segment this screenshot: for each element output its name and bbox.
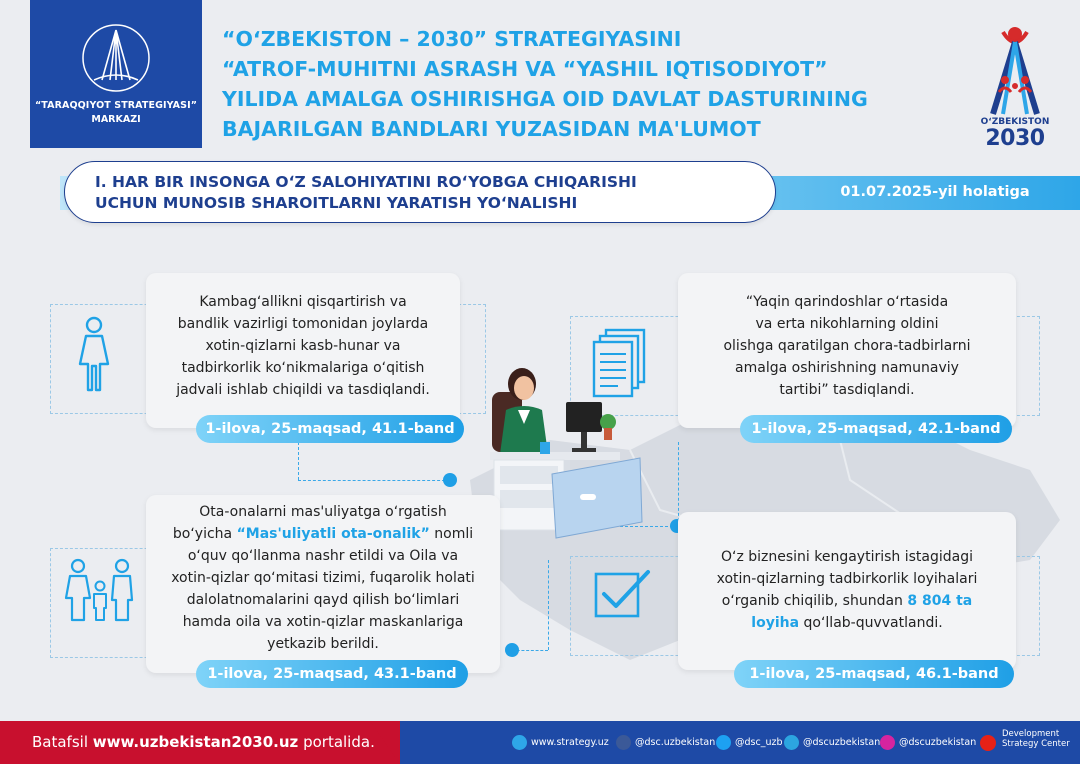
documents-icon [592, 328, 648, 400]
emblem-icon [80, 22, 152, 94]
social-instagram-label: @dscuzbekistan [899, 737, 977, 748]
connector-hline-1 [298, 480, 450, 481]
social-telegram-label: @dscuzbekistan [803, 737, 881, 748]
title-line-3: YILIDA AMALGA OSHIRISHGA OID DAVLAT DASTURINING [222, 87, 868, 111]
title-line-4: BAJARILGAN BANDLARI YUZASIDAN MA'LUMOT [222, 117, 761, 141]
page-title [222, 24, 982, 144]
social-twitter-label: @dsc_uzb [735, 737, 783, 748]
footer-portal-text [32, 733, 375, 751]
globe-icon [512, 735, 527, 750]
info-card-42 [678, 273, 1016, 428]
reference-badge-41: 1-ilova, 25-maqsad, 41.1-band [196, 415, 464, 443]
development-strategy-center-label [1002, 729, 1080, 749]
card-46-line-2: xotin-qizlarning tadbirkorlik loyihalari [716, 571, 978, 587]
twitter-icon [716, 735, 731, 750]
woman-icon [76, 316, 112, 394]
strategy-center-logo [30, 0, 202, 148]
social-telegram[interactable] [784, 734, 880, 752]
connector-line-2 [678, 442, 679, 526]
card-43-line-2c: nomli [434, 526, 474, 542]
social-web[interactable] [512, 734, 609, 752]
facebook-icon [616, 735, 631, 750]
card-43-line-3: oʻquv qoʻllanma nashr etildi va Oila va [187, 548, 459, 564]
card-43-line-7: yetkazib berildi. [267, 636, 379, 652]
footer-portal-link[interactable]: www.uzbekistan2030.uz [92, 733, 299, 751]
card-43-line-6: hamda oila va xotin-qizlar maskanlariga [182, 614, 464, 630]
info-card-43 [146, 495, 500, 673]
info-card-46 [678, 512, 1016, 670]
card-46-line-3 [678, 590, 1016, 612]
card-43-line-2 [146, 523, 500, 545]
card-46-line-4 [678, 612, 1016, 634]
instagram-icon [880, 735, 895, 750]
family-icon [64, 558, 136, 624]
card-41-line-3: xotin-qizlarni kasb-hunar va [205, 338, 401, 354]
card-41-line-2: bandlik vazirligi tomonidan joylarda [177, 316, 429, 332]
uzbekistan-2030-logo [965, 22, 1065, 152]
dsc-line-2: Strategy Center [1002, 739, 1070, 749]
connector-line-3 [548, 560, 549, 650]
card-42-line-2: va erta nikohlarning oldini [755, 316, 939, 332]
section-title-line-2: UCHUN MUNOSIB SHAROITLARNI YARATISH YOʻ​NALISHI [95, 194, 578, 212]
connector-line-1 [298, 442, 299, 480]
social-facebook[interactable] [616, 734, 715, 752]
card-46-line-4b: qoʻllab-quvvatlandi. [803, 615, 943, 631]
highlight-count: 8 804 ta [907, 593, 973, 609]
card-42-line-4: amalga oshirishning namunaviy [735, 360, 959, 376]
card-42-line-1: “Yaqin qarindoshlar oʻrtasida [745, 294, 949, 310]
card-46-line-3a: oʻrganib chiqilib, shundan [721, 593, 903, 609]
title-line-2: “ATROF-MUHITNI ASRASH VA “YASHIL IQTISODIYOT” [222, 57, 828, 81]
torch-figures-icon [965, 22, 1065, 118]
card-41-line-4: tadbirkorlik koʻnikmalariga oʻqitish [181, 360, 425, 376]
social-instagram[interactable] [880, 734, 976, 752]
brand-year: 2030 [985, 126, 1045, 151]
card-42-line-3: olishga qaratilgan chora-tadbirlarni [723, 338, 971, 354]
card-43-line-5: dalolatnomalarini qayd qilish boʻlimlari [186, 592, 460, 608]
footer-prefix: Batafsil [32, 733, 88, 751]
card-43-line-1: Ota-onalarni mas'uliyatga oʻrgatish [199, 504, 447, 520]
logo-line-2: MARKAZI [91, 114, 141, 125]
card-43-line-4: xotin-qizlar qoʻmitasi tizimi, fuqarolik holati [171, 570, 475, 586]
youtube-icon [980, 735, 996, 751]
card-42-line-5: tartibi” tasdiqlandi. [779, 382, 915, 398]
card-43-line-2a: boʻyicha [172, 526, 233, 542]
social-twitter[interactable] [716, 734, 783, 752]
section-title [95, 172, 755, 214]
highlight-loyiha: loyiha [751, 615, 800, 631]
info-card-41 [146, 273, 460, 428]
footer-suffix: portalida. [303, 733, 375, 751]
brand-word: OʻZBEKISTON [980, 117, 1050, 127]
social-facebook-label: @dsc.uzbekistan [635, 737, 716, 748]
connector-dot-3 [505, 643, 519, 657]
card-46-line-1: Oʻz biznesini kengaytirish istagidagi [720, 549, 974, 565]
section-title-line-1: I. HAR BIR INSONGA Oʻ​Z SALOHIYATINI ROʻ​YOBGA CHIQARISHI [95, 173, 637, 191]
card-41-line-1: Kambagʻallikni qisqartirish va [199, 294, 407, 310]
dsc-line-1: Development [1002, 729, 1060, 739]
status-date: 01.07.2025-yil holatiga [840, 184, 1030, 200]
reference-badge-43: 1-ilova, 25-maqsad, 43.1-band [196, 660, 468, 688]
reference-badge-42: 1-ilova, 25-maqsad, 42.1-band [740, 415, 1012, 443]
title-line-1: “Oʻ​ZBEKISTON – 2030” STRATEGIYASINI [222, 27, 682, 51]
card-41-line-5: jadvali ishlab chiqildi va tasdiqlandi. [176, 382, 430, 398]
checkbox-check-icon [594, 568, 652, 618]
highlight-title: “Mas'uliyatli ota-onalik” [236, 526, 430, 542]
reference-badge-46: 1-ilova, 25-maqsad, 46.1-band [734, 660, 1014, 688]
social-web-label: www.strategy.uz [531, 737, 609, 748]
telegram-icon [784, 735, 799, 750]
logo-line-1: “TARAQQIYOT STRATEGIYASI” [34, 100, 198, 111]
connector-dot-1 [443, 473, 457, 487]
